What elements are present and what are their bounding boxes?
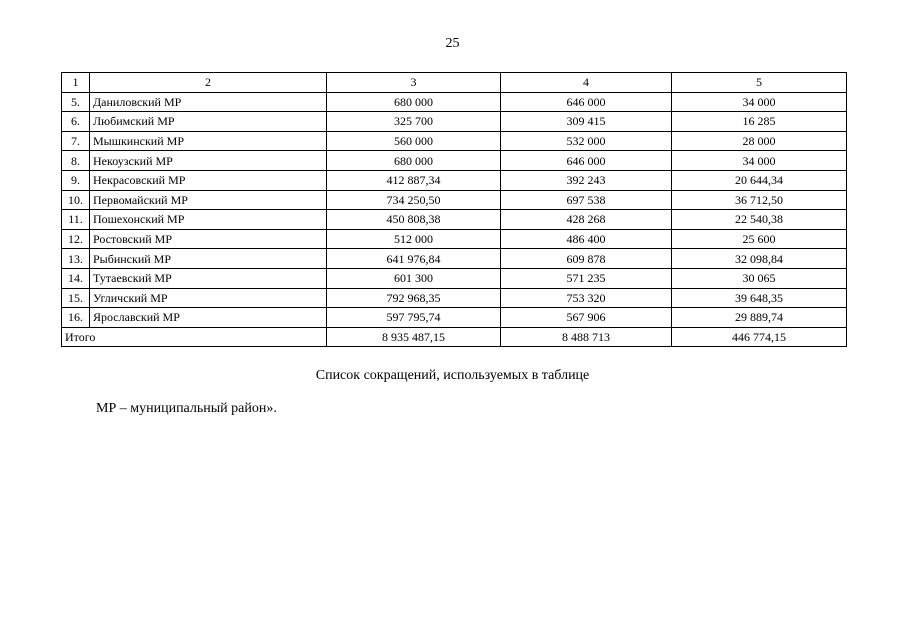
row-number: 7. [62,131,90,151]
row-col-4: 646 000 [501,92,672,112]
row-col-4: 428 268 [501,210,672,230]
row-col-4: 753 320 [501,288,672,308]
row-number: 15. [62,288,90,308]
row-col-5: 29 889,74 [672,308,847,328]
table-row [62,112,847,132]
row-district-name: Тутаевский МР [90,268,327,288]
table-row [62,229,847,249]
row-col-4: 486 400 [501,229,672,249]
header-row [62,73,847,93]
header-col-1: 1 [62,73,90,93]
row-col-3: 512 000 [327,229,501,249]
row-col-4: 309 415 [501,112,672,132]
row-col-3: 412 887,34 [327,170,501,190]
row-col-5: 16 285 [672,112,847,132]
row-number: 6. [62,112,90,132]
row-district-name: Мышкинский МР [90,131,327,151]
row-col-5: 30 065 [672,268,847,288]
table-row [62,131,847,151]
row-col-4: 646 000 [501,151,672,171]
row-col-4: 532 000 [501,131,672,151]
page-number: 25 [445,36,460,51]
row-number: 14. [62,268,90,288]
table-footer [62,327,847,347]
row-col-3: 601 300 [327,268,501,288]
row-col-3: 734 250,50 [327,190,501,210]
row-col-5: 25 600 [672,229,847,249]
total-label: Итого [62,327,327,347]
row-number: 9. [62,170,90,190]
total-row [62,327,847,347]
abbreviations-caption: Список сокращений, используемых в таблице [315,368,590,383]
header-col-4: 4 [501,73,672,93]
header-col-2: 2 [90,73,327,93]
row-number: 8. [62,151,90,171]
row-col-5: 20 644,34 [672,170,847,190]
row-col-3: 641 976,84 [327,249,501,269]
row-number: 12. [62,229,90,249]
row-col-5: 32 098,84 [672,249,847,269]
row-district-name: Рыбинский МР [90,249,327,269]
row-col-5: 34 000 [672,92,847,112]
table-row [62,288,847,308]
row-col-3: 560 000 [327,131,501,151]
table-row [62,92,847,112]
row-col-4: 697 538 [501,190,672,210]
row-col-4: 567 906 [501,308,672,328]
row-col-4: 392 243 [501,170,672,190]
total-col-4: 8 488 713 [501,327,672,347]
row-district-name: Пошехонский МР [90,210,327,230]
row-number: 13. [62,249,90,269]
row-col-5: 22 540,38 [672,210,847,230]
row-district-name: Даниловский МР [90,92,327,112]
row-col-4: 571 235 [501,268,672,288]
row-col-5: 39 648,35 [672,288,847,308]
table-row [62,151,847,171]
row-col-3: 597 795,74 [327,308,501,328]
row-number: 16. [62,308,90,328]
abbreviation-entry: МР – муниципальный район». [96,401,277,416]
total-col-5: 446 774,15 [672,327,847,347]
row-district-name: Первомайский МР [90,190,327,210]
row-col-3: 792 968,35 [327,288,501,308]
row-number: 5. [62,92,90,112]
table-row [62,268,847,288]
row-district-name: Ярославский МР [90,308,327,328]
row-district-name: Ростовский МР [90,229,327,249]
row-number: 11. [62,210,90,230]
row-col-3: 680 000 [327,151,501,171]
table-row [62,308,847,328]
row-district-name: Угличский МР [90,288,327,308]
table-row [62,190,847,210]
table-row [62,249,847,269]
data-table [61,72,847,347]
row-col-3: 325 700 [327,112,501,132]
row-col-4: 609 878 [501,249,672,269]
total-col-3: 8 935 487,15 [327,327,501,347]
row-district-name: Некрасовский МР [90,170,327,190]
row-number: 10. [62,190,90,210]
row-col-3: 680 000 [327,92,501,112]
row-col-5: 36 712,50 [672,190,847,210]
row-col-5: 34 000 [672,151,847,171]
table-body [62,92,847,327]
header-col-3: 3 [327,73,501,93]
row-col-5: 28 000 [672,131,847,151]
row-district-name: Некоузский МР [90,151,327,171]
table-row [62,210,847,230]
table-row [62,170,847,190]
row-district-name: Любимский МР [90,112,327,132]
row-col-3: 450 808,38 [327,210,501,230]
header-col-5: 5 [672,73,847,93]
table-header [62,73,847,93]
